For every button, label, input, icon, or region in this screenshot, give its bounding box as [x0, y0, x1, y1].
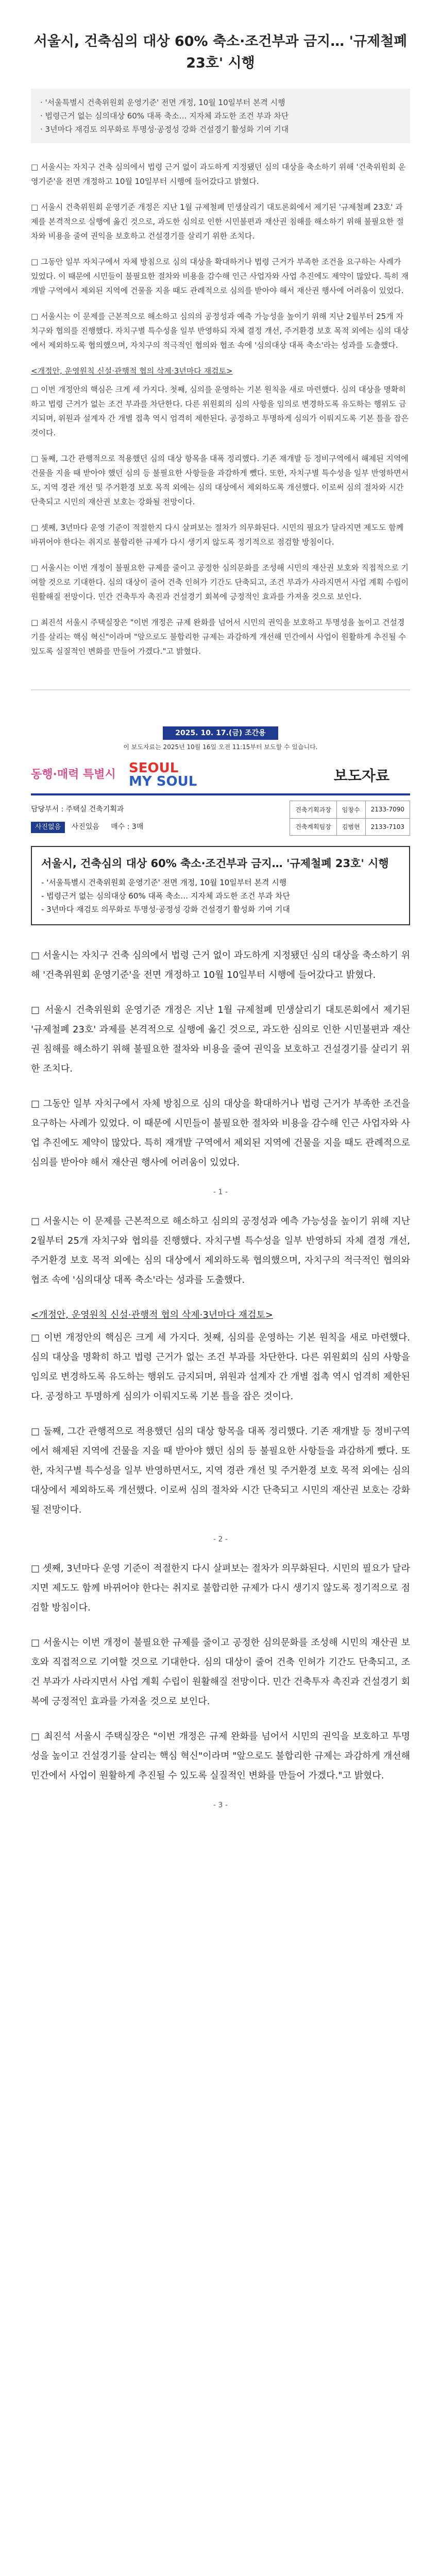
seoul-slogan-logo: 동행·매력 특별시	[31, 768, 116, 781]
body-paragraph: □ 그동안 일부 자치구에서 자체 방침으로 심의 대상을 확대하거나 법령 근거가 부족한 조건을 요구하는 사례가 있었다. 이 때문에 시민들이 불필요한 절차와 비용을 감수해 인근 사업자와 사업 추진에도 제약이 많았다. 특히 재개발 구역에서 제외된 지역에 건물을 지을 때도 관례적으로 심의를 받아야 해서 재산권 행사에 어려움이 있었다.	[31, 1098, 410, 1168]
headline-sub: - 법령근거 없는 심의대상 60% 대폭 축소… 지자체 과도한 조건 부과 차단	[41, 891, 290, 901]
photo-badge: 사진없음	[31, 822, 65, 833]
body-section-heading: <개정안, 운영원칙 신설·관행적 협의 삭제·3년마다 재검토>	[31, 1310, 273, 1320]
summary-paragraph: □ 셋째, 3년마다 운영 기준이 적절한지 다시 살펴보는 절차가 의무화된다. 시민의 필요가 달라지면 제도도 함께 바뀌어야 한다는 취지로 불합리한 규제가 다시 생기지 않도록 정기적으로 점검할 방침이다.	[31, 523, 404, 547]
press-release-label: 보도자료	[333, 767, 389, 784]
summary-paragraph: □ 서울시는 이 문제를 근본적으로 해소하고 심의의 공정성과 예측 가능성을 높이기 위해 지난 2월부터 25개 자치구와 협의를 진행했다. 자치구별 특수성을 일부 반영하되 자체 결정 개선, 주거환경 보호 목적 외에는 심의 대상에서 제외하도록 협의했으며, 자치구의 적극적인 협의와 협조 속에 '심의대상 대폭 축소'라는 성과를 도출했다.	[31, 312, 409, 350]
headline-title: 서울시, 건축심의 대상 60% 축소·조건부과 금지… '규제철폐 23호' 시행	[41, 857, 389, 870]
page-number: - 1 -	[213, 1188, 228, 1196]
body-paragraph: □ 서울시는 이 문제를 근본적으로 해소하고 심의의 공정성과 예측 가능성을 높이기 위해 지난 2월부터 25개 자치구와 협의를 진행했다. 자치구별 특수성을 일부 반영하되 자체 결정 개선, 주거환경 보호 목적 외에는 심의 대상에서 제외하도록 협의했으며, 자치구의 적극적인 협의와 협조 속에 '심의대상 대폭 축소'라는 성과를 도출했다.	[31, 1216, 410, 1285]
logo-row	[31, 761, 410, 788]
dept-name: 주택실 건축기획과	[65, 805, 124, 814]
summary-paragraph: □ 최진석 서울시 주택실장은 "이번 개정은 규제 완화를 넘어서 시민의 권익을 보호하고 투명성을 높이고 건설경기를 살리는 핵심 혁신"이라며 "앞으로도 불합리한 규제는 과감하게 개선해 민간에서 사업이 원활하게 추진될 수 있도록 실질적인 변화를 만들어 가겠다."고 밝혔다.	[31, 618, 406, 656]
summary-paragraph: □ 서울시는 자치구 건축 심의에서 법령 근거 없이 과도하게 지정됐던 심의 대상을 축소하기 위해 '건축위원회 운영기준'을 전면 개정하고 10월 10일부터 시행에 들어갔다고 밝혔다.	[31, 162, 406, 186]
page-number: - 3 -	[213, 1801, 228, 1809]
summary-paragraph: □ 서울시는 이번 개정이 불필요한 규제를 줄이고 공정한 심의문화를 조성해 시민의 재산권 보호와 직접적으로 기여할 것으로 기대한다. 심의 대상이 줄어 건축 인허가 기간도 단축되고, 조건 부과가 사라지면서 사업 계획 수립이 원활해질 전망이다. 민간 건축투자 촉진과 건설경기 회복에 긍정적인 효과를 가져올 것으로 보인다.	[31, 563, 409, 601]
subtitle: · 3년마다 재검토 의무화로 투명성·공정성 강화 건설경기 활성화 기여 기대	[40, 125, 289, 134]
page-number: - 2 -	[213, 1535, 228, 1544]
section-heading: <개정안, 운영원칙 신설·관행적 협의 삭제·3년마다 재검토>	[31, 366, 233, 376]
photo-sub: 사진있음	[71, 823, 99, 831]
body-paragraph: □ 최진석 서울시 주택실장은 "이번 개정은 규제 완화를 넘어서 시민의 권익을 보호하고 투명성을 높이고 건설경기를 살리는 핵심 혁신"이라며 "앞으로도 불합리한 규제는 과감하게 개선해 민간에서 사업이 원활하게 추진될 수 있도록 실질적인 변화를 만들어 가겠다."고 밝혔다.	[31, 1731, 410, 1781]
department-info	[31, 801, 290, 836]
body-paragraph: □ 둘째, 그간 관행적으로 적용했던 심의 대상 항목을 대폭 정리했다. 기존 재개발 등 정비구역에서 해제된 지역에 건물을 지을 때 받아야 했던 심의 등 불필요한 사항들을 과감하게 뺐다. 또한, 자치구별 특수성을 일부 반영하면서도, 지역 경관 개선 및 주거환경 보호 목적 외에는 심의 대상에서 제외하도록 개선했다. 이로써 심의 절차와 시간 단축되고 시민의 재산권 보호는 강화될 전망이다.	[31, 1426, 410, 1515]
headline-sub: - '서울특별시 건축위원회 운영기준' 전면 개정, 10월 10일부터 본격 시행	[41, 878, 287, 887]
press-release-document	[31, 726, 410, 1809]
summary-paragraph: □ 이번 개정안의 핵심은 크게 세 가지다. 첫째, 심의를 운영하는 기본 원칙을 새로 마련했다. 심의 대상을 명확히 하고 법령 근거가 없는 조건 부과를 차단한다. 다른 위원회의 심의 사항을 임의로 변경하도록 유도하는 행위도 금지되며, 위원과 설계자 간 개별 접촉 역시 엄격히 제한된다. 공정하고 투명하게 심의가 이뤄지도록 기본 틀을 잡은 것이다.	[31, 385, 409, 437]
body-paragraph: □ 서울시는 이번 개정이 불필요한 규제를 줄이고 공정한 심의문화를 조성해 시민의 재산권 보호와 직접적으로 기여할 것으로 기대한다. 심의 대상이 줄어 건축 인허가 기간도 단축되고, 조건 부과가 사라지면서 사업 계획 수립이 원활해질 전망이다. 민간 건축투자 촉진과 건설경기 회복에 긍정적인 효과를 가져올 것으로 보인다.	[31, 1637, 410, 1707]
summary-paragraph: □ 서울시 건축위원회 운영기준 개정은 지난 1월 규제철폐 민생살리기 대토론회에서 제기된 '규제철폐 23호' 과제를 본격적으로 실행에 옮긴 것으로, 과도한 심의로 인한 시민불편과 재산권 침해를 해소하기 위해 불필요한 절차와 비용을 줄여 권익을 보호하고 건설경기를 살리기 위한 조치다.	[31, 202, 404, 241]
headline-sub: - 3년마다 재검토 의무화로 투명성·공정성 강화 건설경기 활성화 기여 기대	[41, 905, 290, 914]
subtitle: · '서울특별시 건축위원회 운영기준' 전면 개정, 10월 10일부터 본격 시행	[40, 98, 285, 107]
body-paragraph: □ 서울시는 자치구 건축 심의에서 법령 근거 없이 과도하게 지정됐던 심의 대상을 축소하기 위해 '건축위원회 운영기준'을 전면 개정하고 10월 10일부터 시행에 들어갔다고 밝혔다.	[31, 950, 410, 980]
release-date-bar	[31, 726, 410, 740]
info-row	[31, 801, 410, 836]
contact-row: 건축기획과장 임창수 2133-7090	[290, 801, 410, 819]
body-page-3	[31, 1559, 410, 1786]
article-title: 서울시, 건축심의 대상 60% 축소·조건부과 금지… '규제철폐 23호' 시행	[33, 33, 408, 71]
header-rule	[31, 793, 410, 795]
body-paragraph: □ 셋째, 3년마다 운영 기준이 적절한지 다시 살펴보는 절차가 의무화된다. 시민의 필요가 달라지면 제도도 함께 바뀌어야 한다는 취지로 불합리한 규제가 다시 생기지 않도록 정기적으로 점검할 방침이다.	[31, 1563, 410, 1613]
section-divider	[31, 689, 410, 690]
release-date: 2025. 10. 17.(금) 조간용	[163, 726, 278, 740]
summary-section	[0, 0, 441, 690]
contact-row: 건축계획팀장 김범현 2133-7103	[290, 818, 410, 836]
body-paragraph: □ 이번 개정안의 핵심은 크게 세 가지다. 첫째, 심의를 운영하는 기본 원칙을 새로 마련했다. 심의 대상을 명확히 하고 법령 근거가 없는 조건 부과를 차단한다. 다른 위원회의 심의 사항을 임의로 변경하도록 유도하는 행위도 금지되며, 위원과 설계자 간 개별 접촉 역시 엄격히 제한된다. 공정하고 투명하게 심의가 이뤄지도록 기본 틀을 잡은 것이다.	[31, 1332, 410, 1402]
headline-box	[31, 846, 410, 925]
embargo-notice: 이 보도자료는 2025년 10월 16일 오전 11:15부터 보도할 수 있습니다.	[123, 743, 318, 751]
body-page-2	[31, 1212, 410, 1520]
contact-table	[290, 801, 410, 836]
seoul-my-soul-logo: SEOUL MY SOUL	[129, 760, 197, 789]
body-paragraph: □ 서울시 건축위원회 운영기준 개정은 지난 1월 규제철폐 민생살리기 대토론회에서 제기된 '규제철폐 23호' 과제를 본격적으로 실행에 옮긴 것으로, 과도한 심의로 인한 시민불편과 재산권 침해를 해소하기 위해 불필요한 절차와 비용을 줄여 권익을 보호하고 건설경기를 살리기 위한 조치다.	[31, 1005, 410, 1074]
summary-paragraph: □ 그동안 일부 자치구에서 자체 방침으로 심의 대상을 확대하거나 법령 근거가 부족한 조건을 요구하는 사례가 있었다. 이 때문에 시민들이 불필요한 절차와 비용을 감수해 인근 사업자와 사업 추진에도 제약이 많았다. 특히 재개발 구역에서 제외된 지역에 건물을 지을 때도 관례적으로 심의를 받아야 해서 재산권 행사에 어려움이 있었다.	[31, 257, 409, 295]
body-page-1	[31, 946, 410, 1173]
summary-paragraph: □ 둘째, 그간 관행적으로 적용했던 심의 대상 항목을 대폭 정리했다. 기존 재개발 등 정비구역에서 해제된 지역에 건물을 지을 때 받아야 했던 심의 등 불필요한 사항들을 과감하게 뺐다. 또한, 자치구별 특수성을 일부 반영하면서도, 지역 경관 개선 및 주거환경 보호 목적 외에는 심의 대상에서 제외하도록 개선했다. 이로써 심의 절차와 시간 단축되고 시민의 재산권 보호는 강화될 전망이다.	[31, 454, 409, 506]
page-count: 매수 : 3매	[111, 823, 144, 831]
dept-label: 담당부서 :	[31, 805, 64, 814]
subtitle-box	[31, 89, 410, 143]
subtitle: · 법령근거 없는 심의대상 60% 대폭 축소… 지자체 과도한 조건 부과 차단	[40, 111, 289, 121]
